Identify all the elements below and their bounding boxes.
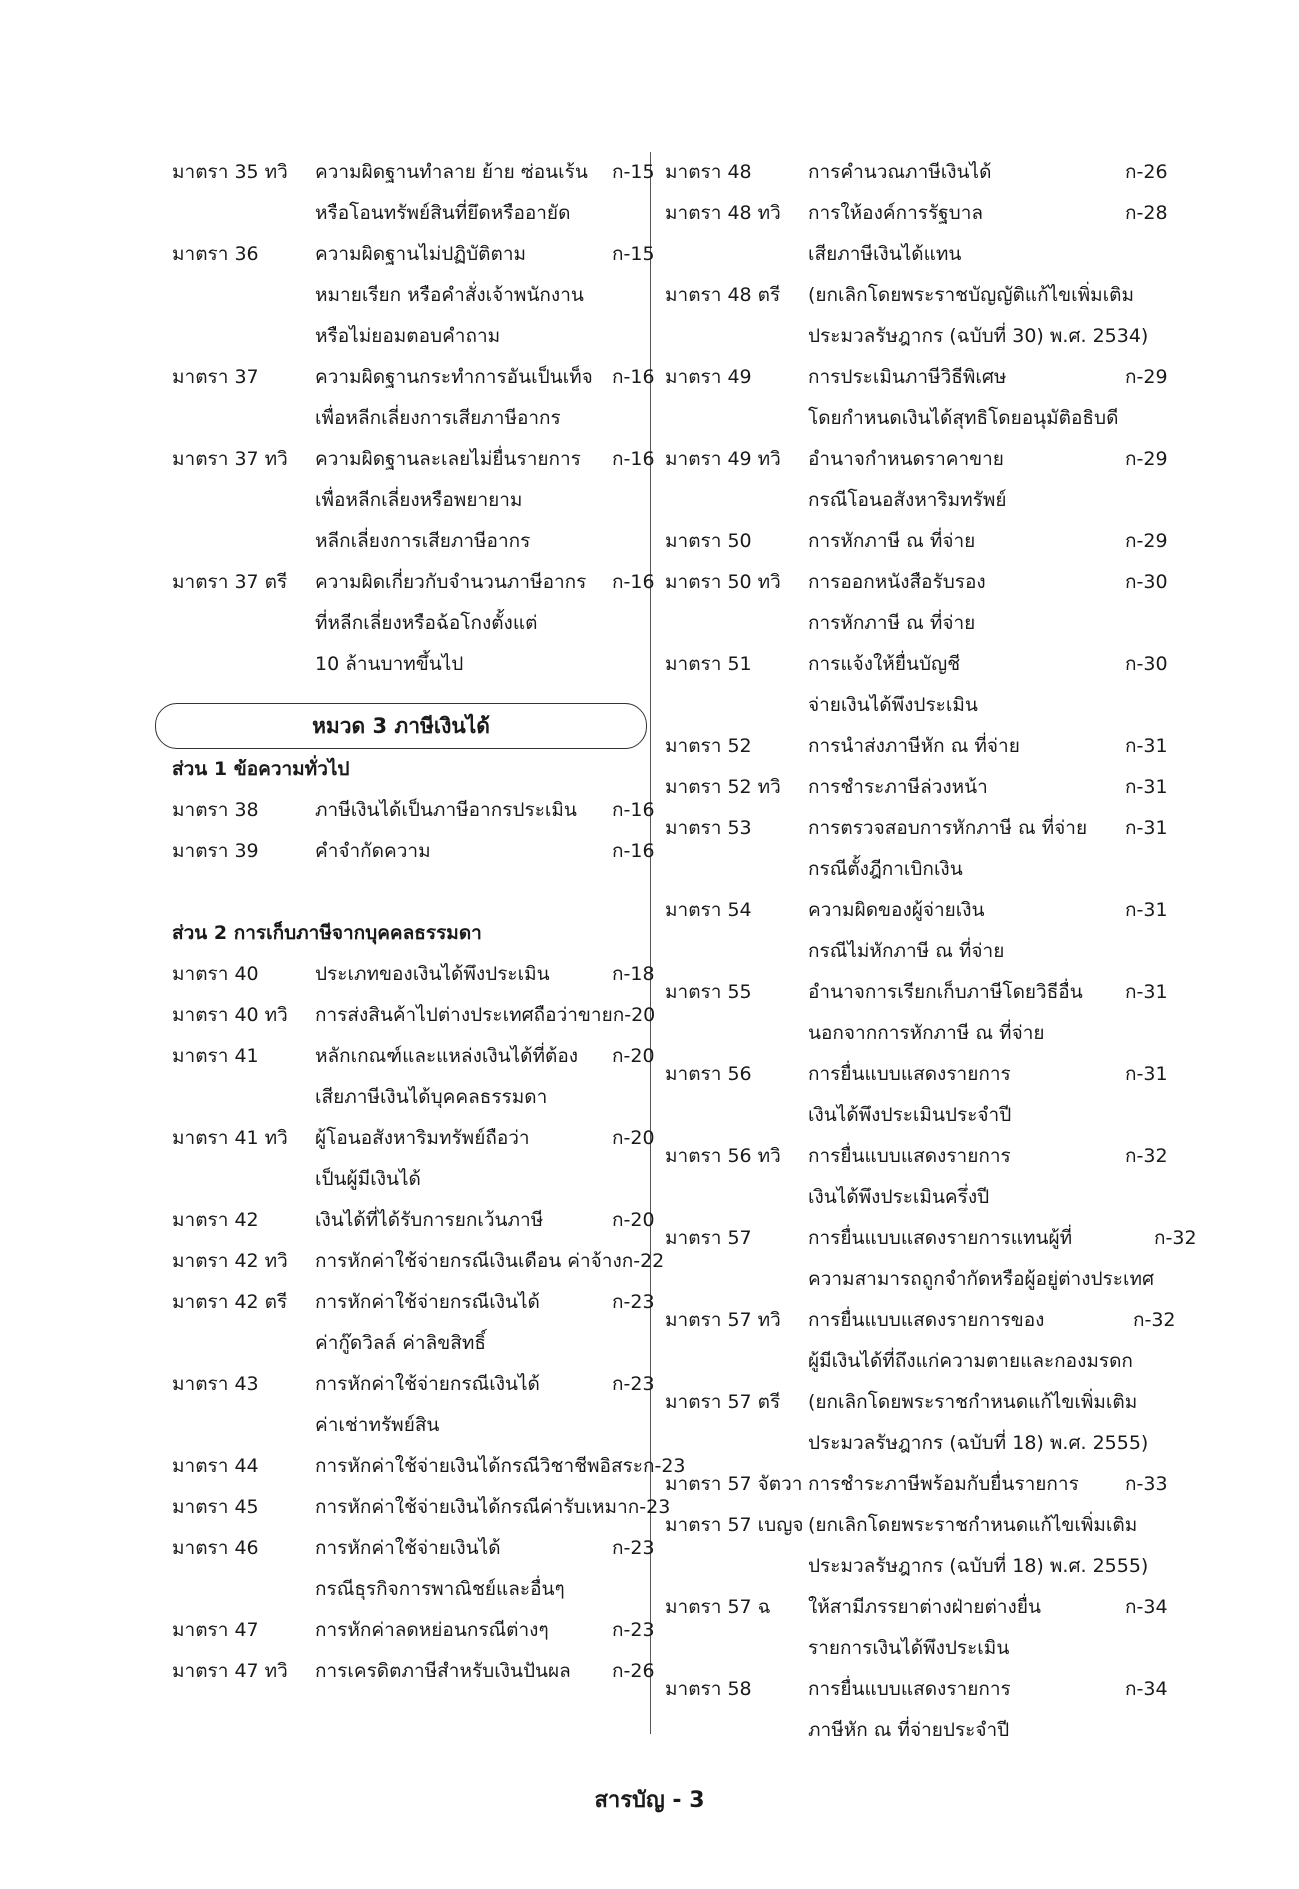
page-number: ก-30 bbox=[1125, 571, 1168, 593]
page-number: ก-23 bbox=[612, 1619, 655, 1641]
page-number: ก-33 bbox=[1125, 1473, 1168, 1495]
section-number: มาตรา 57 ตรี bbox=[665, 1391, 781, 1413]
toc-entry bbox=[665, 808, 1168, 890]
toc-entry bbox=[172, 439, 655, 562]
section-number: มาตรา 49 bbox=[665, 366, 752, 388]
section-title-line: ประมวลรัษฎากร (ฉบับที่ 18) พ.ศ. 2555) bbox=[808, 1432, 1149, 1454]
section-title bbox=[808, 1300, 1133, 1382]
page-number: ก-31 bbox=[1125, 899, 1168, 921]
section-title-line: การหักค่าใช้จ่ายเงินได้กรณีค่ารับเหมา bbox=[315, 1496, 628, 1518]
section-title-line: การแจ้งให้ยื่นบัญชี bbox=[808, 653, 961, 675]
section-number: มาตรา 47 bbox=[172, 1619, 259, 1641]
section-number: มาตรา 38 bbox=[172, 799, 259, 821]
section-title-line: การให้องค์การรัฐบาล bbox=[808, 202, 984, 224]
section-title bbox=[808, 890, 1125, 972]
toc-entry bbox=[172, 954, 655, 995]
section-number: มาตรา 47 ทวิ bbox=[172, 1660, 288, 1682]
section-title bbox=[315, 1036, 612, 1118]
section-title bbox=[315, 1241, 622, 1282]
toc-entry bbox=[665, 357, 1168, 439]
page-number: ก-16 bbox=[612, 799, 655, 821]
section-title-line: ความสามารถถูกจำกัดหรือผู้อยู่ต่างประเทศ bbox=[808, 1268, 1155, 1290]
section-title bbox=[808, 1464, 1125, 1505]
section-number: มาตรา 49 ทวิ bbox=[665, 448, 781, 470]
toc-entry bbox=[172, 1610, 655, 1651]
page-number: ก-15 bbox=[612, 161, 655, 183]
section-title-line: หรือไม่ยอมตอบคำถาม bbox=[315, 325, 501, 347]
section-title bbox=[808, 644, 1125, 726]
section-title-line: เสียภาษีเงินได้บุคคลธรรมดา bbox=[315, 1086, 548, 1108]
section-title bbox=[808, 1054, 1125, 1136]
page-number: ก-23 bbox=[612, 1537, 655, 1559]
section-title-line: ความผิดฐานกระทำการอันเป็นเท็จ bbox=[315, 366, 593, 388]
section-title-line: กรณีโอนอสังหาริมทรัพย์ bbox=[808, 489, 1007, 511]
toc-entry bbox=[665, 1587, 1168, 1669]
page-number: ก-29 bbox=[1125, 366, 1168, 388]
part1-heading: ส่วน 1 ข้อความทั่วไป bbox=[172, 758, 350, 780]
toc-entry bbox=[172, 234, 655, 357]
section-title-line: การส่งสินค้าไปต่างประเทศถือว่าขาย bbox=[315, 1004, 613, 1026]
section-title bbox=[315, 439, 612, 562]
toc-entry bbox=[172, 1487, 671, 1528]
section-title-line: ความผิดของผู้จ่ายเงิน bbox=[808, 899, 985, 921]
section-title bbox=[315, 790, 612, 831]
section-title-line: เงินได้ที่ได้รับการยกเว้นภาษี bbox=[315, 1209, 544, 1231]
section-title-line: การคำนวณภาษีเงินได้ bbox=[808, 161, 992, 183]
section-title-line: การหักค่าใช้จ่ายกรณีเงินได้ bbox=[315, 1373, 540, 1395]
section-title-line: การนำส่งภาษีหัก ณ ที่จ่าย bbox=[808, 735, 1020, 757]
section-title-line: ความผิดฐานละเลยไม่ยื่นรายการ bbox=[315, 448, 581, 470]
section-number: มาตรา 36 bbox=[172, 243, 259, 265]
toc-entry bbox=[172, 562, 655, 685]
section-title bbox=[315, 1610, 612, 1651]
section-title-line: การยื่นแบบแสดงรายการ bbox=[808, 1678, 1011, 1700]
section-title-line: จ่ายเงินได้พึงประเมิน bbox=[808, 694, 978, 716]
part2-heading: ส่วน 2 การเก็บภาษีจากบุคคลธรรมดา bbox=[172, 922, 482, 944]
section-title-line: นอกจากการหักภาษี ณ ที่จ่าย bbox=[808, 1022, 1045, 1044]
page-number bbox=[1148, 1505, 1188, 1587]
page-number: ก-18 bbox=[612, 963, 655, 985]
section-title bbox=[808, 439, 1125, 521]
section-number: มาตรา 42 ตรี bbox=[172, 1291, 288, 1313]
toc-entry bbox=[172, 1651, 655, 1692]
section-number: มาตรา 44 bbox=[172, 1455, 259, 1477]
page-number: ก-28 bbox=[1125, 202, 1168, 224]
section-title bbox=[808, 193, 1125, 275]
page-number: ก-20 bbox=[612, 1127, 655, 1149]
page-number: ก-16 bbox=[612, 366, 655, 388]
chapter-title: หมวด 3 ภาษีเงินได้ bbox=[312, 713, 490, 738]
section-title-line: รายการเงินได้พึงประเมิน bbox=[808, 1637, 1010, 1659]
section-title-line: ภาษีเงินได้เป็นภาษีอากรประเมิน bbox=[315, 799, 577, 821]
toc-entry bbox=[665, 1218, 1197, 1300]
toc-entry bbox=[172, 1200, 655, 1241]
toc-entry bbox=[665, 521, 1168, 562]
section-title bbox=[808, 357, 1125, 439]
section-number: มาตรา 39 bbox=[172, 840, 259, 862]
section-title bbox=[315, 1364, 612, 1446]
section-number: มาตรา 42 ทวิ bbox=[172, 1250, 288, 1272]
toc-entry bbox=[172, 1528, 655, 1610]
toc-entry bbox=[665, 767, 1168, 808]
section-title bbox=[808, 275, 1148, 357]
toc-entry bbox=[665, 726, 1168, 767]
section-title-line: การยื่นแบบแสดงรายการ bbox=[808, 1063, 1011, 1085]
section-title-line: การหักภาษี ณ ที่จ่าย bbox=[808, 530, 976, 552]
section-title-line: ประมวลรัษฎากร (ฉบับที่ 18) พ.ศ. 2555) bbox=[808, 1555, 1149, 1577]
section-title-line: การยื่นแบบแสดงรายการของ bbox=[808, 1309, 1045, 1331]
left-entries-part2 bbox=[172, 954, 686, 1692]
section-title bbox=[808, 1218, 1154, 1300]
section-title bbox=[808, 726, 1125, 767]
section-title-line: การหักภาษี ณ ที่จ่าย bbox=[808, 612, 976, 634]
section-title-line: เงินได้พึงประเมินประจำปี bbox=[808, 1104, 1012, 1126]
toc-entry bbox=[172, 1282, 655, 1364]
page-number: ก-29 bbox=[1125, 448, 1168, 470]
section-number: มาตรา 55 bbox=[665, 981, 752, 1003]
page-number: ก-20 bbox=[612, 1209, 655, 1231]
section-number: มาตรา 37 ทวิ bbox=[172, 448, 288, 470]
page-number: ก-23 bbox=[627, 1496, 671, 1518]
page-number: ก-32 bbox=[1125, 1145, 1168, 1167]
section-title-line: ความผิดฐานไม่ปฏิบัติตาม bbox=[315, 243, 527, 265]
toc-entry bbox=[172, 1364, 655, 1446]
page-number: ก-20 bbox=[612, 1004, 656, 1026]
section-number: มาตรา 42 bbox=[172, 1209, 259, 1231]
page-number: ก-16 bbox=[612, 840, 655, 862]
section-title-line: การหักค่าใช้จ่ายเงินได้ bbox=[315, 1537, 501, 1559]
section-number: มาตรา 48 ตรี bbox=[665, 284, 781, 306]
section-title-line: ค่ากู๊ดวิลล์ ค่าลิขสิทธิ์ bbox=[315, 1332, 486, 1354]
section-number: มาตรา 48 ทวิ bbox=[665, 202, 781, 224]
section-title-line: หลีกเลี่ยงการเสียภาษีอากร bbox=[315, 530, 531, 552]
section-title bbox=[808, 562, 1125, 644]
section-title bbox=[808, 1136, 1125, 1218]
right-entries bbox=[665, 152, 1197, 1751]
section-title-line: กรณีตั้งฎีกาเบิกเงิน bbox=[808, 858, 963, 880]
section-number: มาตรา 52 ทวิ bbox=[665, 776, 781, 798]
right-column bbox=[665, 152, 1197, 1751]
toc-entry bbox=[172, 995, 656, 1036]
section-title-line: อำนาจการเรียกเก็บภาษีโดยวิธีอื่น bbox=[808, 981, 1083, 1003]
page-number bbox=[1148, 275, 1188, 357]
section-number: มาตรา 45 bbox=[172, 1496, 259, 1518]
toc-entry bbox=[172, 1241, 665, 1282]
section-title bbox=[315, 1528, 612, 1610]
section-title-line: ประมวลรัษฎากร (ฉบับที่ 30) พ.ศ. 2534) bbox=[808, 325, 1149, 347]
section-number: มาตรา 40 ทวิ bbox=[172, 1004, 288, 1026]
section-title-line: การออกหนังสือรับรอง bbox=[808, 571, 986, 593]
page-number: ก-30 bbox=[1125, 653, 1168, 675]
section-number: มาตรา 43 bbox=[172, 1373, 259, 1395]
page-number: ก-22 bbox=[621, 1250, 665, 1272]
section-title-line: เพื่อหลีกเลี่ยงหรือพยายาม bbox=[315, 489, 523, 511]
section-title bbox=[808, 521, 1125, 562]
toc-entry bbox=[172, 790, 655, 831]
page-number: ก-16 bbox=[612, 571, 655, 593]
section-title-line: ประเภทของเงินได้พึงประเมิน bbox=[315, 963, 550, 985]
page-number: ก-31 bbox=[1125, 776, 1168, 798]
section-title-line: เสียภาษีเงินได้แทน bbox=[808, 243, 962, 265]
section-title bbox=[808, 1382, 1148, 1464]
section-title-line: ค่าเช่าทรัพย์สิน bbox=[315, 1414, 440, 1436]
page-number: ก-34 bbox=[1125, 1678, 1168, 1700]
toc-entry bbox=[665, 890, 1168, 972]
toc-entry bbox=[665, 152, 1168, 193]
toc-entry bbox=[665, 1505, 1165, 1587]
toc-entry bbox=[665, 1054, 1168, 1136]
section-title bbox=[315, 1118, 612, 1200]
page-number: ก-23 bbox=[612, 1373, 655, 1395]
section-title-line: เป็นผู้มีเงินได้ bbox=[315, 1168, 421, 1190]
toc-entry bbox=[665, 193, 1168, 275]
section-number: มาตรา 56 bbox=[665, 1063, 752, 1085]
section-title bbox=[315, 152, 612, 234]
page-number: ก-34 bbox=[1125, 1596, 1168, 1618]
toc-entry bbox=[665, 562, 1168, 644]
section-title-line: หรือโอนทรัพย์สินที่ยึดหรืออายัด bbox=[315, 202, 571, 224]
toc-entry bbox=[172, 1118, 655, 1200]
section-title-line: การยื่นแบบแสดงรายการ bbox=[808, 1145, 1011, 1167]
section-title bbox=[315, 357, 612, 439]
section-title-line: เงินได้พึงประเมินครึ่งปี bbox=[808, 1186, 990, 1208]
toc-entry bbox=[172, 357, 655, 439]
section-title-line: โดยกำหนดเงินได้สุทธิโดยอนุมัติอธิบดี bbox=[808, 407, 1119, 429]
page-footer: สารบัญ - 3 bbox=[594, 1788, 705, 1813]
section-title-line: (ยกเลิกโดยพระราชกำหนดแก้ไขเพิ่มเติม bbox=[808, 1514, 1138, 1536]
section-number: มาตรา 41 bbox=[172, 1045, 259, 1067]
section-number: มาตรา 52 bbox=[665, 735, 752, 757]
section-number: มาตรา 51 bbox=[665, 653, 752, 675]
chapter-title-box bbox=[155, 703, 647, 749]
left-entries-part1 bbox=[172, 790, 655, 872]
section-title-line: เพื่อหลีกเลี่ยงการเสียภาษีอากร bbox=[315, 407, 561, 429]
section-title-line: กรณีธุรกิจการพาณิชย์และอื่นๆ bbox=[315, 1578, 565, 1600]
section-number: มาตรา 50 ทวิ bbox=[665, 571, 781, 593]
section-title bbox=[808, 152, 1125, 193]
section-title bbox=[808, 972, 1125, 1054]
section-title bbox=[315, 1200, 612, 1241]
section-title-line: การเครดิตภาษีสำหรับเงินปันผล bbox=[315, 1660, 571, 1682]
section-title bbox=[315, 1282, 612, 1364]
section-title bbox=[315, 1446, 643, 1487]
page-number: ก-15 bbox=[612, 243, 655, 265]
toc-entry bbox=[665, 1300, 1176, 1382]
toc-entry bbox=[172, 1446, 686, 1487]
section-number: มาตรา 54 bbox=[665, 899, 752, 921]
page-number: ก-26 bbox=[1125, 161, 1168, 183]
page-number: ก-26 bbox=[612, 1660, 655, 1682]
section-title bbox=[315, 1651, 612, 1692]
section-number: มาตรา 57 bbox=[665, 1227, 752, 1249]
section-title bbox=[808, 1505, 1148, 1587]
section-number: มาตรา 56 ทวิ bbox=[665, 1145, 781, 1167]
section-number: มาตรา 58 bbox=[665, 1678, 752, 1700]
section-number: มาตรา 37 bbox=[172, 366, 259, 388]
section-title-line: (ยกเลิกโดยพระราชกำหนดแก้ไขเพิ่มเติม bbox=[808, 1391, 1138, 1413]
section-title bbox=[808, 1587, 1125, 1669]
section-title-line: ผู้มีเงินได้ที่ถึงแก่ความตายและกองมรดก bbox=[808, 1350, 1133, 1372]
section-title-line: คำจำกัดความ bbox=[315, 840, 431, 862]
page-number: ก-31 bbox=[1125, 1063, 1168, 1085]
page-number: ก-32 bbox=[1154, 1227, 1197, 1249]
page-number: ก-31 bbox=[1125, 735, 1168, 757]
section-title bbox=[315, 562, 612, 685]
section-title-line: การประเมินภาษีวิธีพิเศษ bbox=[808, 366, 1007, 388]
page-number: ก-20 bbox=[612, 1045, 655, 1067]
section-number: มาตรา 37 ตรี bbox=[172, 571, 288, 593]
toc-entry bbox=[665, 439, 1168, 521]
section-title-line: ภาษีหัก ณ ที่จ่ายประจำปี bbox=[808, 1719, 1010, 1741]
toc-entry bbox=[665, 1464, 1168, 1505]
section-title-line: ความผิดเกี่ยวกับจำนวนภาษีอากร bbox=[315, 571, 587, 593]
section-title-line: หลักเกณฑ์และแหล่งเงินได้ที่ต้อง bbox=[315, 1045, 579, 1067]
section-title-line: การตรวจสอบการหักภาษี ณ ที่จ่าย bbox=[808, 817, 1088, 839]
section-title-line: การยื่นแบบแสดงรายการแทนผู้ที่ bbox=[808, 1227, 1073, 1249]
page-number: ก-31 bbox=[1125, 981, 1168, 1003]
section-number: มาตรา 57 จัตวา bbox=[665, 1473, 803, 1495]
section-title bbox=[315, 234, 612, 357]
section-title-line: ผู้โอนอสังหาริมทรัพย์ถือว่า bbox=[315, 1127, 530, 1149]
section-title-line: การหักค่าใช้จ่ายกรณีเงินเดือน ค่าจ้าง bbox=[315, 1250, 622, 1272]
page-number: ก-32 bbox=[1132, 1309, 1176, 1331]
page-number bbox=[1148, 1382, 1188, 1464]
section-title-line: หมายเรียก หรือคำสั่งเจ้าพนักงาน bbox=[315, 284, 584, 306]
toc-entry bbox=[665, 1669, 1168, 1751]
section-number: มาตรา 57 เบญจ bbox=[665, 1514, 804, 1536]
toc-entry bbox=[172, 831, 655, 872]
section-number: มาตรา 35 ทวิ bbox=[172, 161, 288, 183]
section-title-line: การชำระภาษีล่วงหน้า bbox=[808, 776, 988, 798]
section-title-line: ที่หลีกเลี่ยงหรือฉ้อโกงตั้งแต่ bbox=[315, 612, 538, 634]
toc-entry bbox=[665, 644, 1168, 726]
section-title-line: การหักค่าใช้จ่ายเงินได้กรณีวิชาชีพอิสระ bbox=[315, 1455, 643, 1477]
section-title bbox=[808, 767, 1125, 808]
section-title-line: (ยกเลิกโดยพระราชบัญญัติแก้ไขเพิ่มเติม bbox=[808, 284, 1135, 306]
section-number: มาตรา 41 ทวิ bbox=[172, 1127, 288, 1149]
left-entries-top bbox=[172, 152, 655, 685]
section-title-line: ให้สามีภรรยาต่างฝ่ายต่างยื่น bbox=[808, 1596, 1041, 1618]
section-number: มาตรา 46 bbox=[172, 1537, 259, 1559]
toc-entry bbox=[665, 1136, 1168, 1218]
page-number: ก-23 bbox=[642, 1455, 686, 1477]
page-number: ก-29 bbox=[1125, 530, 1168, 552]
section-title-line: การหักค่าใช้จ่ายกรณีเงินได้ bbox=[315, 1291, 540, 1313]
section-number: มาตรา 50 bbox=[665, 530, 752, 552]
page-number: ก-31 bbox=[1125, 817, 1168, 839]
toc-entry bbox=[665, 972, 1168, 1054]
section-title-line: 10 ล้านบาทขึ้นไป bbox=[315, 653, 464, 675]
toc-entry bbox=[665, 1382, 1165, 1464]
page-number: ก-23 bbox=[612, 1291, 655, 1313]
section-number: มาตรา 57 ฉ bbox=[665, 1596, 771, 1618]
section-title-line: การชำระภาษีพร้อมกับยื่นรายการ bbox=[808, 1473, 1079, 1495]
section-title-line: อำนาจกำหนดราคาขาย bbox=[808, 448, 1004, 470]
section-title bbox=[315, 954, 612, 995]
section-title bbox=[315, 995, 613, 1036]
section-title-line: การหักค่าลดหย่อนกรณีต่างๆ bbox=[315, 1619, 549, 1641]
section-number: มาตรา 40 bbox=[172, 963, 259, 985]
section-title-line: กรณีไม่หักภาษี ณ ที่จ่าย bbox=[808, 940, 1005, 962]
section-number: มาตรา 57 ทวิ bbox=[665, 1309, 781, 1331]
section-title bbox=[808, 808, 1125, 890]
section-number: มาตรา 53 bbox=[665, 817, 752, 839]
left-column bbox=[172, 152, 686, 1692]
section-number: มาตรา 48 bbox=[665, 161, 752, 183]
page-number: ก-16 bbox=[612, 448, 655, 470]
section-title bbox=[315, 1487, 628, 1528]
section-title bbox=[315, 831, 612, 872]
section-title bbox=[808, 1669, 1125, 1751]
section-title-line: ความผิดฐานทำลาย ย้าย ซ่อนเร้น bbox=[315, 161, 588, 183]
toc-entry bbox=[172, 152, 655, 234]
toc-entry bbox=[172, 1036, 655, 1118]
toc-entry bbox=[665, 275, 1165, 357]
